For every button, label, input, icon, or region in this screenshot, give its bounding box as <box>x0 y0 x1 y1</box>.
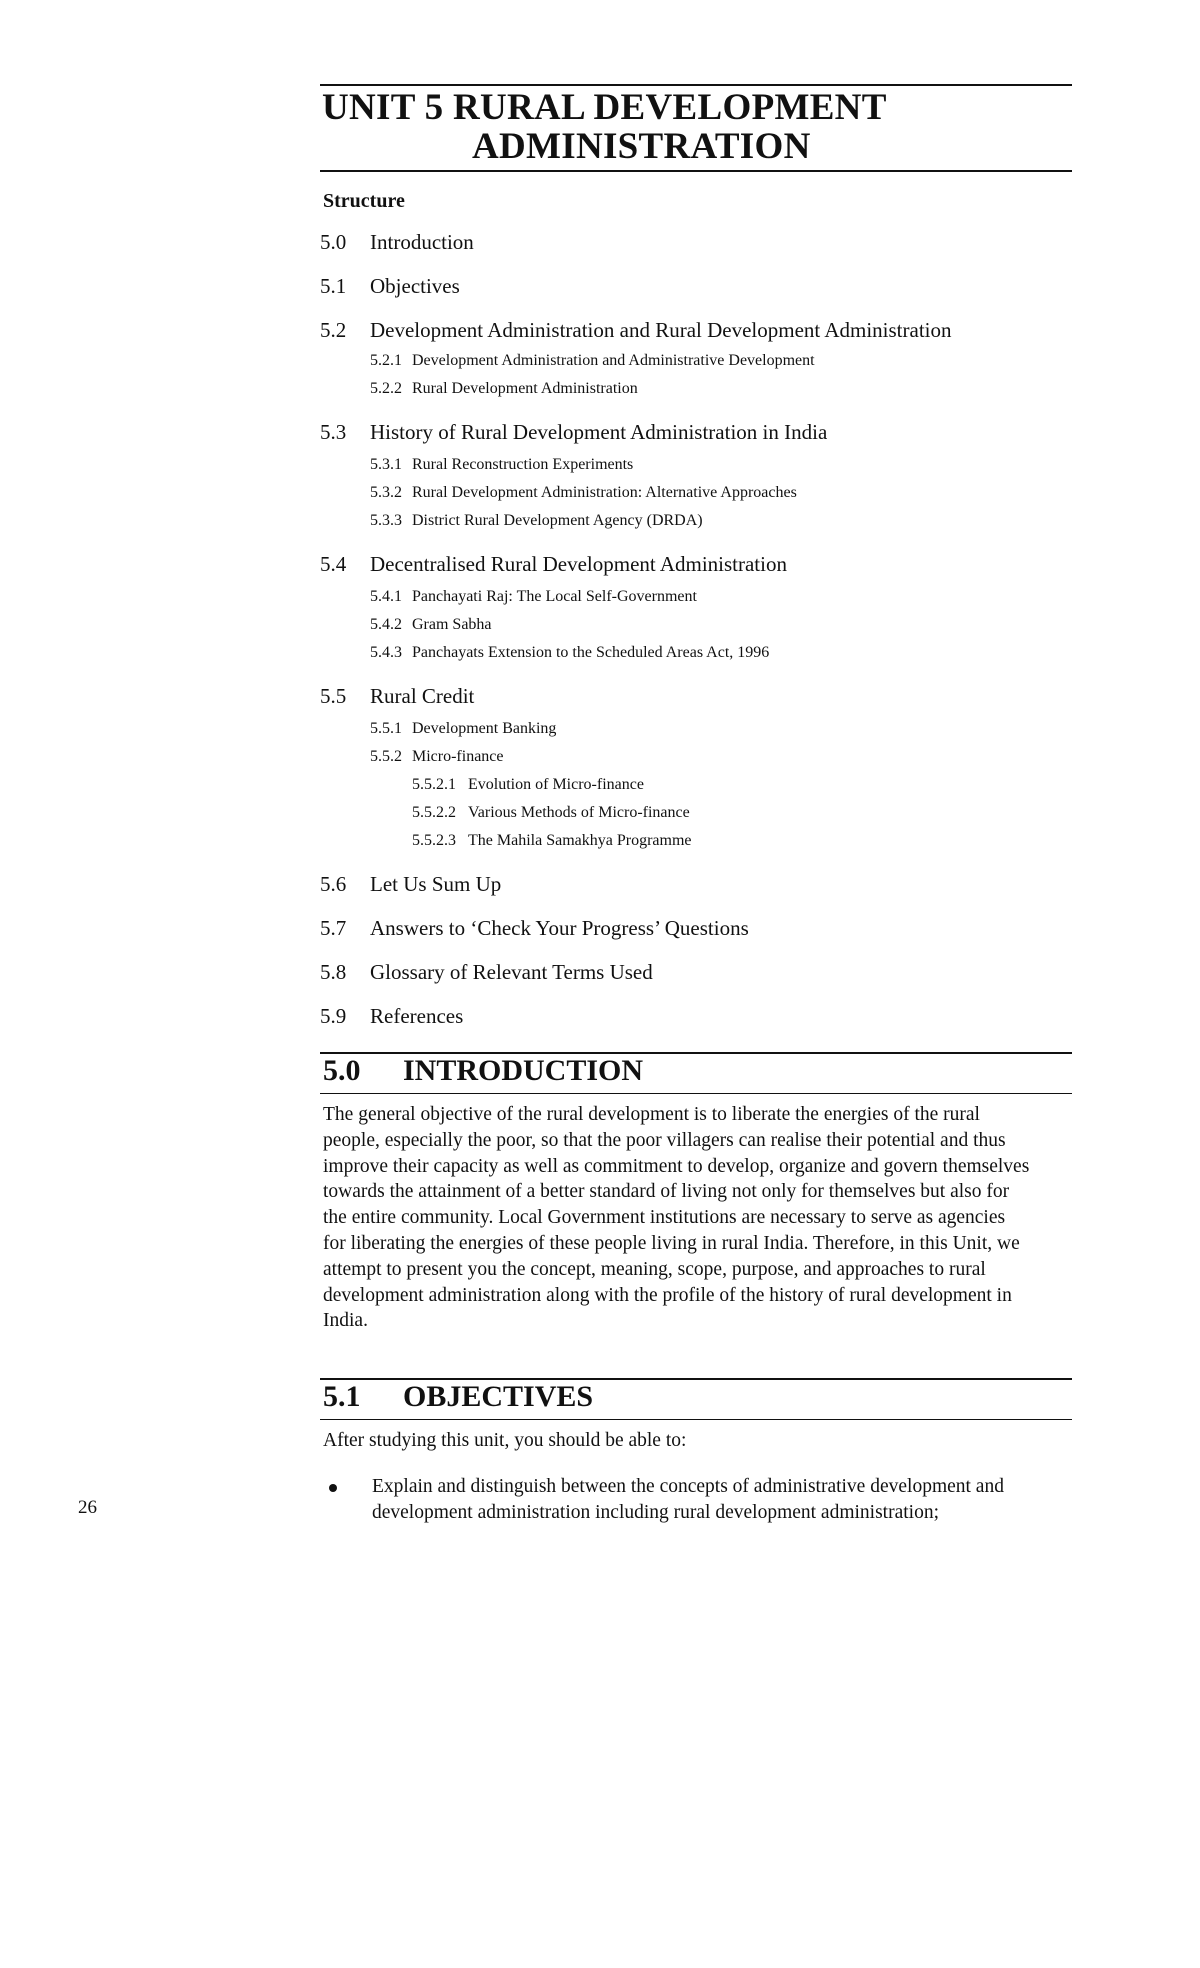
intro-line: for liberating the energies of these people living in rural India. Therefore, in this Unit, we <box>323 1232 1020 1254</box>
intro-paragraph <box>323 1102 1068 1334</box>
intro-line: India. <box>323 1310 368 1332</box>
toc-subitem: 5.4.1 Panchayati Raj: The Local Self-Government <box>370 588 697 605</box>
toc-subitem: 5.2.1 Development Administration and Administrative Development <box>370 352 815 369</box>
toc-item: 5.2 Development Administration and Rural Development Administration <box>320 318 952 342</box>
unit-title-line-1: UNIT 5 RURAL DEVELOPMENT <box>322 87 887 128</box>
toc-subitem: 5.4.2 Gram Sabha <box>370 616 492 633</box>
toc-item: 5.0 Introduction <box>320 230 474 254</box>
toc-item: 5.5 Rural Credit <box>320 684 475 708</box>
intro-line: people, especially the poor, so that the poor villagers can realise their potential and thus <box>323 1129 1006 1151</box>
objectives-bottom-rule <box>320 1419 1072 1420</box>
toc-item: 5.6 Let Us Sum Up <box>320 872 502 896</box>
bullet-line: Explain and distinguish between the concepts of administrative development and <box>372 1476 1004 1497</box>
intro-bottom-rule <box>320 1093 1072 1094</box>
title-underline <box>320 170 1072 172</box>
toc-item: 5.1 Objectives <box>320 274 460 298</box>
toc-item: 5.7 Answers to ‘Check Your Progress’ Questions <box>320 916 749 940</box>
intro-line: improve their capacity as well as commitment to develop, organize and govern themselves <box>323 1155 1030 1177</box>
toc-subitem: 5.3.2 Rural Development Administration: Alternative Approaches <box>370 484 797 501</box>
toc-subsubitem: 5.5.2.2 Various Methods of Micro-finance <box>412 804 690 821</box>
objectives-heading: 5.1 OBJECTIVES <box>323 1380 594 1413</box>
toc-subitem: 5.5.1 Development Banking <box>370 720 557 737</box>
intro-line: attempt to present you the concept, meaning, scope, purpose, and approaches to rural <box>323 1258 986 1280</box>
intro-line: towards the attainment of a better standard of living not only for themselves but also for <box>323 1181 1010 1203</box>
intro-line: development administration along with the profile of the history of rural development in <box>323 1284 1012 1306</box>
objectives-intro: After studying this unit, you should be able to: <box>323 1430 687 1451</box>
bullet-dot-icon <box>329 1484 337 1492</box>
toc-subitem: 5.3.3 District Rural Development Agency (DRDA) <box>370 512 703 529</box>
page-number: 26 <box>78 1497 97 1518</box>
bullet-line: development administration including rural development administration; <box>372 1501 939 1523</box>
toc-item: 5.3 History of Rural Development Administration in India <box>320 420 828 444</box>
toc-subitem: 5.4.3 Panchayats Extension to the Scheduled Areas Act, 1996 <box>370 644 770 661</box>
toc-subitem: 5.2.2 Rural Development Administration <box>370 380 638 397</box>
toc-item: 5.9 References <box>320 1004 464 1028</box>
toc-subitem: 5.5.2 Micro-finance <box>370 748 504 765</box>
intro-heading: 5.0 INTRODUCTION <box>323 1054 644 1087</box>
toc-item: 5.8 Glossary of Relevant Terms Used <box>320 960 653 984</box>
structure-label: Structure <box>323 190 405 212</box>
toc-subsubitem: 5.5.2.1 Evolution of Micro-finance <box>412 776 644 793</box>
unit-title-line-2: ADMINISTRATION <box>472 126 811 167</box>
toc-subitem: 5.3.1 Rural Reconstruction Experiments <box>370 456 634 473</box>
intro-line: The general objective of the rural development is to liberate the energies of the rural <box>323 1104 980 1125</box>
toc-item: 5.4 Decentralised Rural Development Administration <box>320 552 787 576</box>
toc-subsubitem: 5.5.2.3 The Mahila Samakhya Programme <box>412 832 692 849</box>
intro-line: the entire community. Local Government institutions are necessary to serve as agencies <box>323 1207 1006 1229</box>
